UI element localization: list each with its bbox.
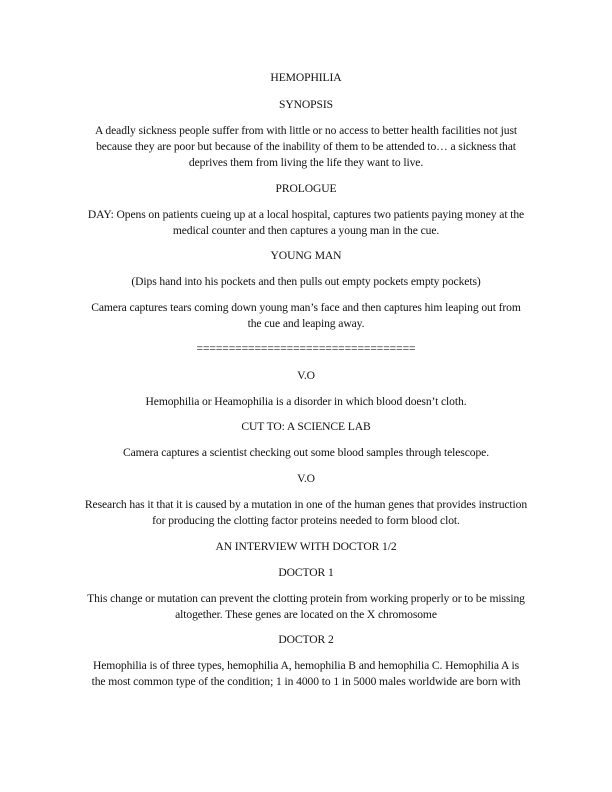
synopsis-line: because they are poor but because of the inability of them to be attended to… a sickness that xyxy=(96,140,516,153)
cut-to-heading: CUT TO: A SCIENCE LAB xyxy=(241,420,371,433)
doctor1-line: This change or mutation can prevent the clotting protein from working properly or to be missing xyxy=(87,592,525,605)
vo-line: Hemophilia or Heamophilia is a disorder in which blood doesn’t cloth. xyxy=(145,395,467,408)
young-man-action: (Dips hand into his pockets and then pulls out empty pockets empty pockets) xyxy=(131,275,481,288)
prologue-line: DAY: Opens on patients cueing up at a local hospital, captures two patients paying money at the xyxy=(87,208,525,221)
research-line: for producing the clotting factor proteins needed to form blood clot. xyxy=(152,514,460,527)
lab-line: Camera captures a scientist checking out some blood samples through telescope. xyxy=(123,446,489,459)
doctor2-line: the most common type of the condition; 1 in 4000 to 1 in 5000 males worldwide are born with xyxy=(91,675,521,688)
synopsis-line: A deadly sickness people suffer from with little or no access to better health facilities not just xyxy=(94,124,518,137)
doctor2-heading: DOCTOR 2 xyxy=(278,633,334,646)
young-man-heading: YOUNG MAN xyxy=(270,249,342,262)
synopsis-line: deprives them from living the life they want to live. xyxy=(188,156,424,169)
synopsis-heading: SYNOPSIS xyxy=(279,98,333,111)
prologue-line: medical counter and then captures a young man in the cue. xyxy=(172,224,440,237)
interview-heading: AN INTERVIEW WITH DOCTOR 1/2 xyxy=(215,540,397,553)
vo-heading: V.O xyxy=(297,369,315,382)
prologue-heading: PROLOGUE xyxy=(275,182,337,195)
doctor1-line: altogether. These genes are located on the X chromosome xyxy=(175,608,437,621)
camera-line: the cue and leaping away. xyxy=(247,317,365,330)
scene-divider: ================================== xyxy=(196,342,416,355)
vo-heading: V.O xyxy=(297,472,315,485)
document-title: HEMOPHILIA xyxy=(270,71,342,84)
research-line: Research has it that it is caused by a mutation in one of the human genes that provides instruction xyxy=(84,498,528,511)
camera-line: Camera captures tears coming down young man’s face and then captures him leaping out from xyxy=(91,301,521,314)
doctor2-line: Hemophilia is of three types, hemophilia A, hemophilia B and hemophilia C. Hemophilia A is xyxy=(92,659,520,672)
doctor1-heading: DOCTOR 1 xyxy=(278,566,334,579)
